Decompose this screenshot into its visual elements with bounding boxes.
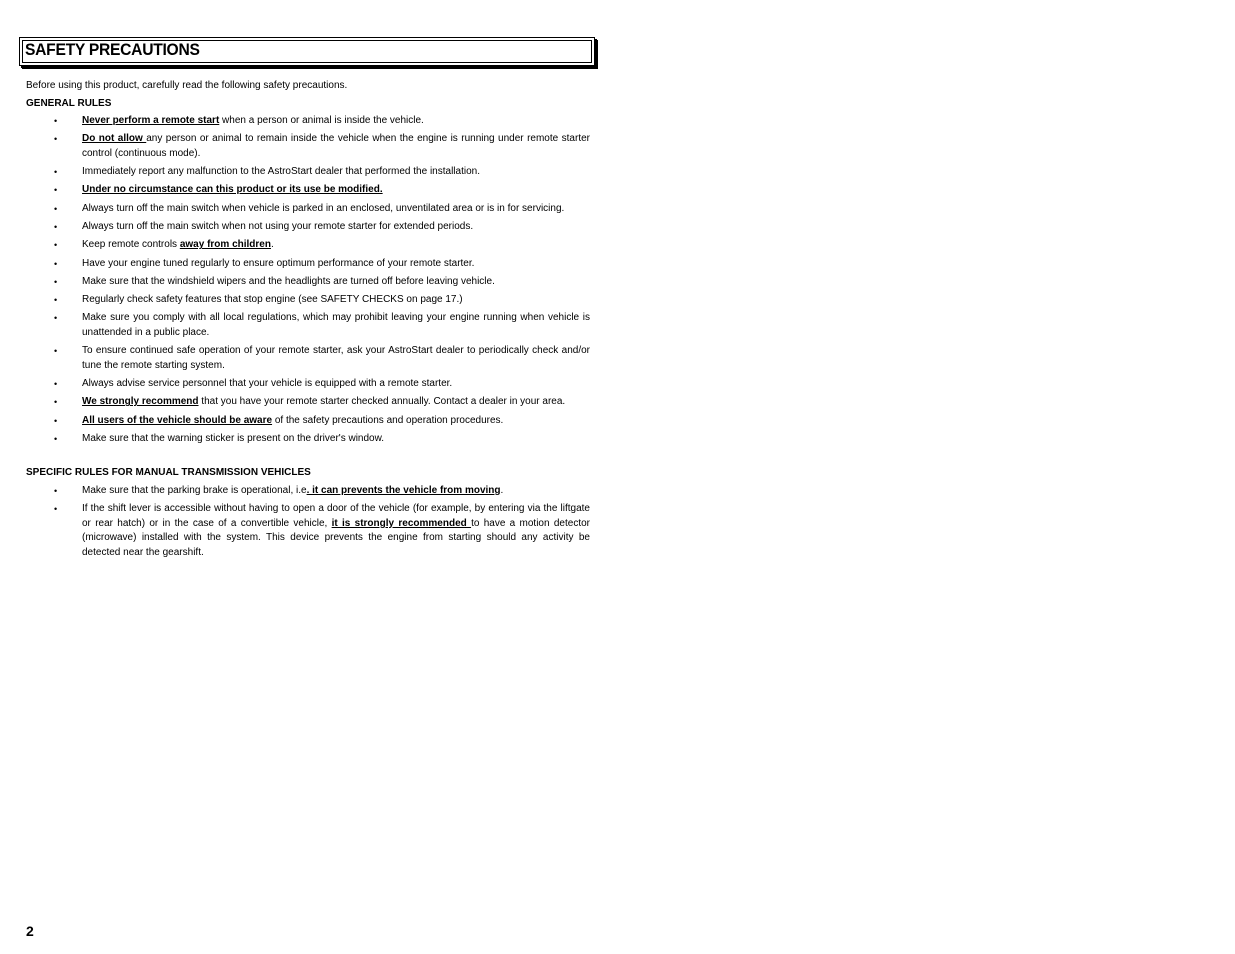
bullet-icon: • <box>54 221 58 232</box>
emphasis-text: it is strongly recommended <box>331 517 472 529</box>
list-item <box>26 132 590 161</box>
item-text: Keep remote controls <box>82 239 180 251</box>
item-text: Make sure that the windshield wipers and the headlights are turned off before leaving vehicle. <box>82 275 495 287</box>
item-text: Always turn off the main switch when not using your remote starter for extended periods. <box>82 220 474 232</box>
bullet-icon: • <box>54 116 58 126</box>
list-item <box>26 275 590 290</box>
item-text: of the safety precautions and operation procedures. <box>272 414 504 426</box>
list-item <box>26 484 590 499</box>
item-text: Make sure that the warning sticker is present on the driver's window. <box>82 432 385 444</box>
list-item <box>26 165 590 180</box>
emphasis-text: away from children <box>179 239 271 251</box>
emphasis-text: . it can prevents the vehicle from moving <box>306 484 501 496</box>
list-item <box>26 202 590 217</box>
emphasis-text: We strongly recommend <box>82 396 199 408</box>
item-text: If the shift lever is accessible without having to open a door of the vehicle (for example, by entering via the liftgate or rear hatch) or in the case of a convertible vehicle, <box>82 503 590 529</box>
bullet-icon: • <box>54 258 58 269</box>
list-item <box>26 344 590 373</box>
general-rules-list <box>26 114 590 446</box>
item-text: to have a motion detector (microwave) installed with the system. This device prevents the engine from starting should any activity be detected near the gearshift. <box>82 517 590 558</box>
bullet-icon: • <box>54 203 58 214</box>
list-item <box>26 257 590 272</box>
list-item <box>26 114 590 129</box>
list-item <box>26 432 590 447</box>
list-item <box>26 502 590 560</box>
emphasis-text: All users of the vehicle should be aware <box>82 414 273 426</box>
item-text: any person or animal to remain inside the vehicle when the engine is running under remote starter control (continuous mode). <box>82 133 590 159</box>
intro-text: Before using this product, carefully read the following safety precautions. <box>26 80 348 91</box>
title-box <box>19 37 595 66</box>
bullet-icon: • <box>54 379 58 390</box>
page-title: SAFETY PRECAUTIONS <box>25 40 200 59</box>
bullet-icon: • <box>54 240 58 251</box>
item-text: . <box>500 484 504 496</box>
list-item <box>26 311 590 340</box>
bullet-icon: • <box>54 295 58 306</box>
item-text: Immediately report any malfunction to the AstroStart dealer that performed the installation. <box>82 166 480 178</box>
item-text: Make sure that the parking brake is operational, i.e <box>82 484 307 496</box>
list-item <box>26 377 590 392</box>
bullet-icon: • <box>54 397 58 408</box>
page-number: 2 <box>26 923 34 939</box>
specific-rules-list <box>26 484 590 560</box>
bullet-icon: • <box>54 485 58 496</box>
item-text: Regularly check safety features that stop engine (see SAFETY CHECKS on page 17.) <box>82 294 463 306</box>
item-text: . <box>270 239 274 251</box>
bullet-icon: • <box>54 504 58 515</box>
item-text: Have your engine tuned regularly to ensure optimum performance of your remote starter. <box>82 257 475 269</box>
item-text: when a person or animal is inside the vehicle. <box>219 115 424 126</box>
bullet-icon: • <box>54 433 58 444</box>
item-text: that you have your remote starter checked annually. Contact a dealer in your area. <box>198 396 566 408</box>
list-item <box>26 395 590 410</box>
bullet-icon: • <box>54 185 58 196</box>
bullet-icon: • <box>54 134 58 145</box>
bullet-icon: • <box>54 346 58 357</box>
item-text: Always turn off the main switch when vehicle is parked in an enclosed, unventilated area or is in for servicing. <box>82 202 565 214</box>
item-text: Make sure you comply with all local regulations, which may prohibit leaving your engine running when vehicle is unattended in a public place. <box>82 312 590 338</box>
bullet-icon: • <box>54 167 58 178</box>
bullet-icon: • <box>54 276 58 287</box>
list-item <box>26 183 590 198</box>
emphasis-text: Under no circumstance can this product or its use be modified. <box>82 184 383 196</box>
emphasis-text: Never perform a remote start <box>82 115 220 126</box>
list-item <box>26 220 590 235</box>
list-item <box>26 293 590 308</box>
content-column <box>26 79 590 564</box>
specific-rules-heading: SPECIFIC RULES FOR MANUAL TRANSMISSION VEHICLES <box>26 467 311 479</box>
bullet-icon: • <box>54 313 58 324</box>
item-text: Always advise service personnel that your vehicle is equipped with a remote starter. <box>82 378 453 390</box>
emphasis-text: Do not allow <box>82 133 147 145</box>
item-text: To ensure continued safe operation of your remote starter, ask your AstroStart dealer to periodically check and/or tune the remote starting system. <box>82 345 590 371</box>
list-item <box>26 414 590 429</box>
general-rules-heading: GENERAL RULES <box>26 97 112 109</box>
bullet-icon: • <box>54 415 58 426</box>
list-item <box>26 238 590 253</box>
